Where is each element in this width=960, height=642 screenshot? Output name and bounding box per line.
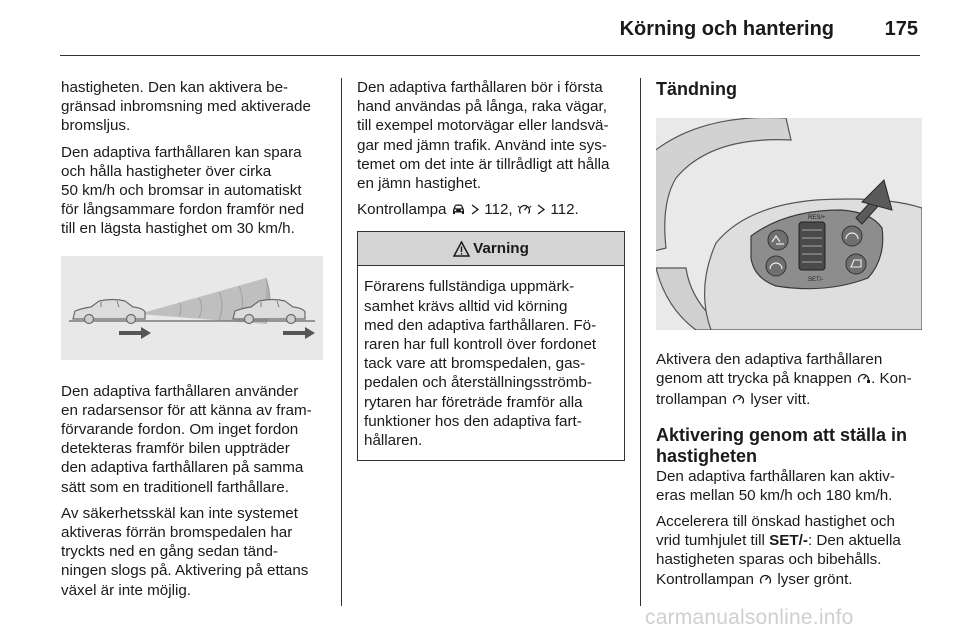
cruise-control-indicator-icon: [517, 202, 532, 221]
paragraph: Av säkerhetsskäl kan inte systemet aktiveras förrän bromspedalen har tryckts ned en gång sedan tänd- ningen slogs på. Aktivering på ettans växel är inte möjlig.: [61, 504, 309, 599]
paragraph-text: lyser grönt.: [773, 570, 853, 588]
paragraph-text: lyser vitt.: [746, 391, 811, 409]
paragraph: [656, 350, 922, 412]
paragraph: Den adaptiva farthållaren kan aktiv- eras mellan 50 km/h och 180 km/h.: [656, 467, 895, 504]
column-right: [656, 78, 922, 598]
cruise-control-indicator-icon: [731, 392, 746, 411]
steering-wheel-graphic: [656, 118, 922, 330]
cruise-control-indicator-icon: [758, 572, 773, 591]
paragraph-text: Aktivera den adaptiva farthållaren genom att trycka på knappen: [656, 351, 883, 388]
indicator-reference-line: [357, 200, 625, 221]
paragraph: Den adaptiva farthållaren kan spara och hålla hastigheter över cirka 50 km/h och bromsar in automatiskt för långsammare fordon framför ned till en lägsta hastighet om 30 km/h.: [61, 143, 305, 238]
thumbwheel-label-res: RES/+: [808, 215, 826, 221]
paragraph-text: : Den aktuella hastigheten sparas och bibehålls. Kontrollampan: [656, 532, 901, 588]
car-indicator-icon: [451, 202, 466, 221]
page-reference-arrow-icon: [470, 202, 480, 221]
arrow-right-icon: [283, 327, 315, 339]
column-divider-right: [640, 78, 641, 606]
page-title: Körning och hantering: [619, 18, 834, 40]
radar-illustration-graphic: [61, 256, 323, 360]
paragraph-text: Accelerera till önskad hastighet och vrid tumhjulet till: [656, 513, 895, 550]
own-car-icon: [73, 299, 145, 323]
warning-triangle-icon: [453, 241, 470, 257]
page-header: [0, 0, 960, 60]
warning-header: [358, 232, 624, 266]
paragraph: [656, 512, 922, 591]
page-reference: 112,: [484, 201, 513, 219]
control-label-set: SET/-: [769, 532, 808, 550]
warning-text: Förarens fullständiga uppmärk- samhet krävs alltid vid körning med den adaptiva farthållaren. Fö- raren har full kontroll över fordonet tack vare att bromspedalen, gas- pedalen och återställningsströmb- rytaren har företräde framför alla funktioner hos den adaptiva fart- hållaren.: [364, 278, 597, 450]
thumbwheel-label-set: SET/-: [808, 277, 824, 283]
column-middle: [357, 78, 625, 461]
sub-heading: Aktivering genom att ställa in hastigheten: [656, 424, 908, 466]
paragraph: hastigheten. Den kan aktivera be- gränsad inbromsning med aktiverade bromsljus.: [61, 79, 311, 135]
warning-title: Varning: [473, 240, 529, 258]
arrow-right-icon: [119, 327, 151, 339]
paragraph: Den adaptiva farthållaren använder en radarsensor för att känna av fram- förvarande fordon. Om inget fordon detekteras framför bilen uppträder den adaptiva farthållaren på samma sätt som en traditionell farthållare.: [61, 382, 312, 496]
radar-illustration: [61, 256, 323, 360]
page-number: 175: [884, 18, 918, 40]
paragraph-text: . Kon- trollampan: [656, 370, 912, 409]
steering-wheel-illustration: [656, 118, 922, 330]
cruise-button-symbol-icon: [856, 371, 871, 390]
section-heading: Tändning: [656, 79, 737, 99]
header-rule: [60, 55, 920, 56]
paragraph: Den adaptiva farthållaren bör i första hand användas på långa, raka vägar, till exempel motorvägar eller landsvä- gar med jämn trafik. Använd inte sys- temet om det inte är tillrådligt att hålla en jämn hastighet.: [357, 79, 610, 193]
page-reference-arrow-icon: [536, 202, 546, 221]
warning-box: [357, 231, 625, 461]
column-left: [61, 78, 327, 607]
page-reference: 112.: [550, 201, 579, 219]
watermark: carmanualsonline.info: [645, 606, 854, 629]
cruise-button: [842, 226, 862, 246]
indicator-label: Kontrollampa: [357, 201, 447, 219]
column-divider-left: [341, 78, 342, 606]
